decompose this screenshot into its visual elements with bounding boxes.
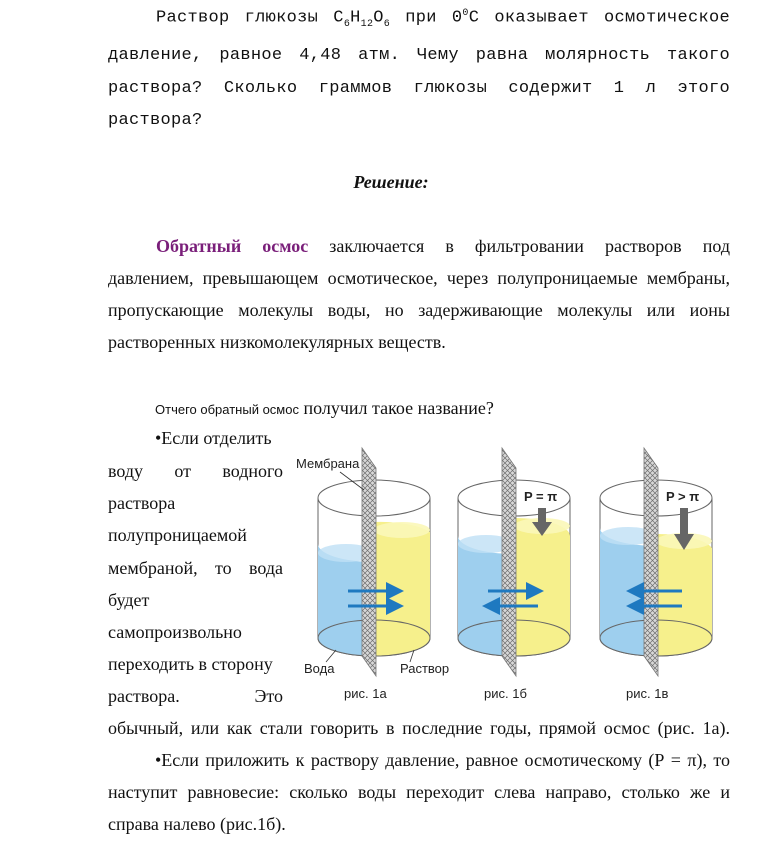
bullet1-line-4: полупроницаемой xyxy=(108,525,247,545)
bullet2-line-1: •Если приложить к раствору давление, равное осмотическому (Р = π), то xyxy=(155,750,730,770)
reverse-osmosis-line-3: пропускающие молекулы воды, но задерживающие молекулы или ионы xyxy=(108,300,730,320)
pressure-label-c: P > π xyxy=(666,489,700,504)
caption-fig-1a: рис. 1а xyxy=(344,686,387,701)
membrane-pointer xyxy=(340,472,364,490)
bullet1-tail: обычный, или как стали говорить в последние годы, прямой осмос (рис. 1а). xyxy=(108,718,730,738)
cylinder-a xyxy=(296,448,449,701)
reverse-osmosis-line-4: растворенных низкомолекулярных веществ. xyxy=(108,332,446,352)
bullet1-line-8: переходить в сторону xyxy=(108,654,273,674)
solution-region xyxy=(374,522,430,656)
caption-fig-1c: рис. 1в xyxy=(626,686,669,701)
bullet1-line-6: будет xyxy=(108,590,150,610)
problem-line-4: раствора? xyxy=(108,111,203,130)
membrane-label: Мембрана xyxy=(296,456,360,471)
problem-line-2: давление, равное 4,48 атм. Чему равна молярность такого xyxy=(108,46,730,65)
bullet2-line-3: справа налево (рис.1б). xyxy=(108,814,286,834)
bullet1-line-1: •Если отделить xyxy=(155,428,272,448)
osmosis-figure xyxy=(290,438,730,708)
water-label: Вода xyxy=(304,661,335,676)
question-line: Отчего обратный осмос получил такое название? xyxy=(155,398,494,418)
bullet2-line-2: наступит равновесие: сколько воды переходит слева направо, столько же и xyxy=(108,782,730,802)
term-reverse-osmosis: Обратный осмос xyxy=(156,236,309,256)
bullet1-line-3: раствора xyxy=(108,493,176,513)
cylinder-c xyxy=(600,448,712,701)
membrane xyxy=(644,448,658,676)
solution-region xyxy=(656,534,712,656)
caption-fig-1b: рис. 1б xyxy=(484,686,527,701)
reverse-osmosis-line-1: Обратный осмос заключается в фильтровании растворов под xyxy=(156,236,731,256)
cylinder-b xyxy=(458,448,570,701)
problem-line-3: раствора? Сколько граммов глюкозы содержит 1 л этого xyxy=(108,79,730,98)
solution-label: Раствор xyxy=(400,661,450,676)
solution-region xyxy=(514,518,570,656)
bullet1-line-7: самопроизвольно xyxy=(108,622,242,642)
bullet1-line-5: мембраной, то вода xyxy=(108,558,283,578)
solution-heading: Решение: xyxy=(353,172,429,192)
membrane xyxy=(362,448,376,676)
bullet1-line-2: воду от водного xyxy=(108,461,283,481)
membrane xyxy=(502,448,516,676)
problem-line-1: Раствор глюкозы $C_6H_{12}O_6$ при $0^0С$ оказывает осмотическое xyxy=(156,8,731,31)
reverse-osmosis-line-2: давлением, превышающем осмотическое, через полупроницаемые мембраны, xyxy=(108,268,730,288)
pressure-label-b: P = π xyxy=(524,489,558,504)
bullet1-line-9: раствора. Это xyxy=(108,686,283,706)
